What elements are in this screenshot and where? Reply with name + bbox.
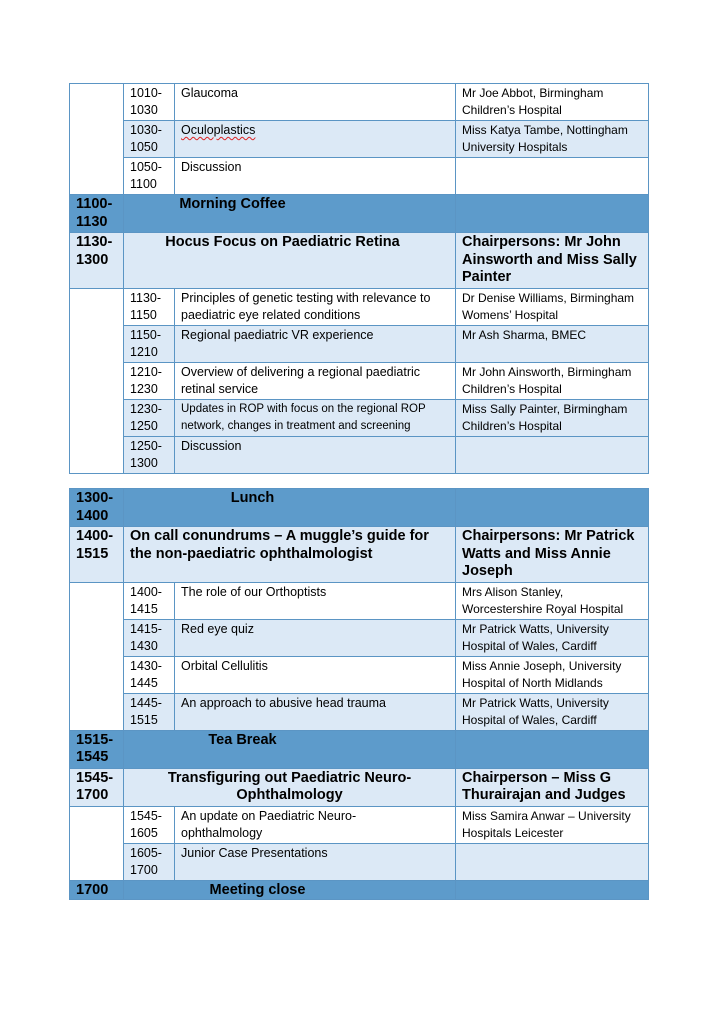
speaker-cell: Miss Annie Joseph, University Hospital of North Midlands bbox=[462, 658, 622, 690]
session-title: Hocus Focus on Paediatric Retina bbox=[165, 234, 400, 250]
table-row bbox=[70, 436, 649, 473]
speaker-cell: Mrs Alison Stanley, Worcestershire Royal Hospital bbox=[462, 584, 624, 616]
session-time: 1130-1300 bbox=[76, 234, 113, 268]
session-title: Transfiguring out Paediatric Neuro-Ophthalmology bbox=[167, 769, 412, 803]
table-row bbox=[70, 619, 649, 656]
session-chair: Chairpersons: Mr John Ainsworth and Miss Sally Painter bbox=[462, 234, 637, 285]
talk-title: Glaucoma bbox=[181, 86, 238, 100]
talk-title: Discussion bbox=[181, 160, 242, 174]
session-title: On call conundrums – A muggle’s guide for the non-paediatric ophthalmologist bbox=[130, 528, 429, 562]
break-row bbox=[70, 730, 649, 768]
time-cell: 1050-1100 bbox=[130, 160, 162, 191]
talk-title: Regional paediatric VR experience bbox=[181, 327, 374, 342]
time-cell: 1250-1300 bbox=[130, 438, 162, 470]
talk-title: Oculoplastics bbox=[181, 123, 256, 137]
speaker-cell: Dr Denise Williams, Birmingham Womens’ Hospital bbox=[462, 290, 635, 322]
talk-title: An update on Paediatric Neuro-ophthalmology bbox=[181, 808, 357, 840]
speaker-cell: Mr John Ainsworth, Birmingham Children’s Hospital bbox=[462, 364, 632, 396]
session-time: 1400-1515 bbox=[76, 528, 114, 562]
table-row bbox=[70, 582, 649, 619]
session-header-row bbox=[70, 527, 649, 583]
break-time: 1700 bbox=[76, 881, 109, 898]
session-header-row bbox=[70, 768, 649, 806]
table-row bbox=[70, 362, 649, 399]
break-label: Morning Coffee bbox=[179, 196, 286, 212]
break-time: 1300-1400 bbox=[76, 490, 114, 524]
session-time: 1545-1700 bbox=[76, 769, 114, 803]
table-row bbox=[70, 806, 649, 843]
table-row bbox=[70, 656, 649, 693]
time-cell: 1010-1030 bbox=[130, 86, 162, 117]
agenda-table-afternoon bbox=[69, 488, 649, 900]
speaker-cell: Miss Sally Painter, Birmingham Children’s Hospital bbox=[462, 401, 628, 433]
talk-title: Junior Case Presentations bbox=[181, 845, 328, 860]
session-chair: Chairpersons: Mr Patrick Watts and Miss Annie Joseph bbox=[462, 528, 635, 579]
table-row bbox=[70, 693, 649, 730]
time-cell: 1430-1445 bbox=[130, 658, 162, 690]
table-row bbox=[70, 288, 649, 325]
table-row bbox=[70, 843, 649, 880]
talk-title: Red eye quiz bbox=[181, 621, 254, 636]
time-cell: 1445-1515 bbox=[130, 695, 162, 727]
session-header-row bbox=[70, 233, 649, 289]
speaker-cell: Mr Joe Abbot, Birmingham Children’s Hospital bbox=[462, 86, 604, 117]
speaker-cell: Miss Katya Tambe, Nottingham University Hospitals bbox=[462, 123, 628, 154]
speaker-cell: Mr Ash Sharma, BMEC bbox=[462, 327, 587, 342]
talk-title: Updates in ROP with focus on the regional ROP network, changes in treatment and screening bbox=[181, 402, 426, 432]
speaker-cell: Miss Samira Anwar – University Hospitals Leicester bbox=[462, 808, 631, 840]
break-row bbox=[70, 880, 649, 899]
break-row bbox=[70, 489, 649, 527]
talk-title: Principles of genetic testing with relevance to paediatric eye related conditions bbox=[181, 290, 431, 322]
talk-title: Orbital Cellulitis bbox=[181, 658, 268, 673]
table-row bbox=[70, 158, 649, 195]
talk-title: Overview of delivering a regional paediatric retinal service bbox=[181, 364, 421, 396]
session-chair: Chairperson – Miss G Thurairajan and Judges bbox=[462, 769, 626, 803]
break-time: 1100-1130 bbox=[76, 196, 113, 230]
table-row bbox=[70, 325, 649, 362]
table-row bbox=[70, 121, 649, 158]
talk-title: Discussion bbox=[181, 438, 242, 453]
speaker-cell: Mr Patrick Watts, University Hospital of Wales, Cardiff bbox=[462, 695, 609, 727]
break-time: 1515-1545 bbox=[76, 731, 114, 765]
time-cell: 1605-1700 bbox=[130, 845, 162, 877]
break-label: Tea Break bbox=[208, 731, 277, 748]
time-cell: 1130-1150 bbox=[130, 290, 162, 322]
table-row bbox=[70, 399, 649, 436]
break-label: Lunch bbox=[230, 490, 275, 506]
table-row bbox=[70, 84, 649, 121]
time-cell: 1230-1250 bbox=[130, 401, 162, 433]
speaker-cell: Mr Patrick Watts, University Hospital of Wales, Cardiff bbox=[462, 621, 609, 653]
time-cell: 1210-1230 bbox=[130, 364, 162, 396]
talk-title: An approach to abusive head trauma bbox=[181, 695, 386, 710]
break-label: Meeting close bbox=[209, 881, 306, 898]
time-cell: 1400-1415 bbox=[130, 584, 162, 616]
time-cell: 1415-1430 bbox=[130, 621, 162, 653]
time-cell: 1150-1210 bbox=[130, 327, 162, 359]
break-row bbox=[70, 195, 649, 233]
time-cell: 1545-1605 bbox=[130, 808, 162, 840]
agenda-table-morning bbox=[69, 83, 649, 474]
time-cell: 1030-1050 bbox=[130, 123, 162, 154]
talk-title: The role of our Orthoptists bbox=[181, 584, 327, 599]
